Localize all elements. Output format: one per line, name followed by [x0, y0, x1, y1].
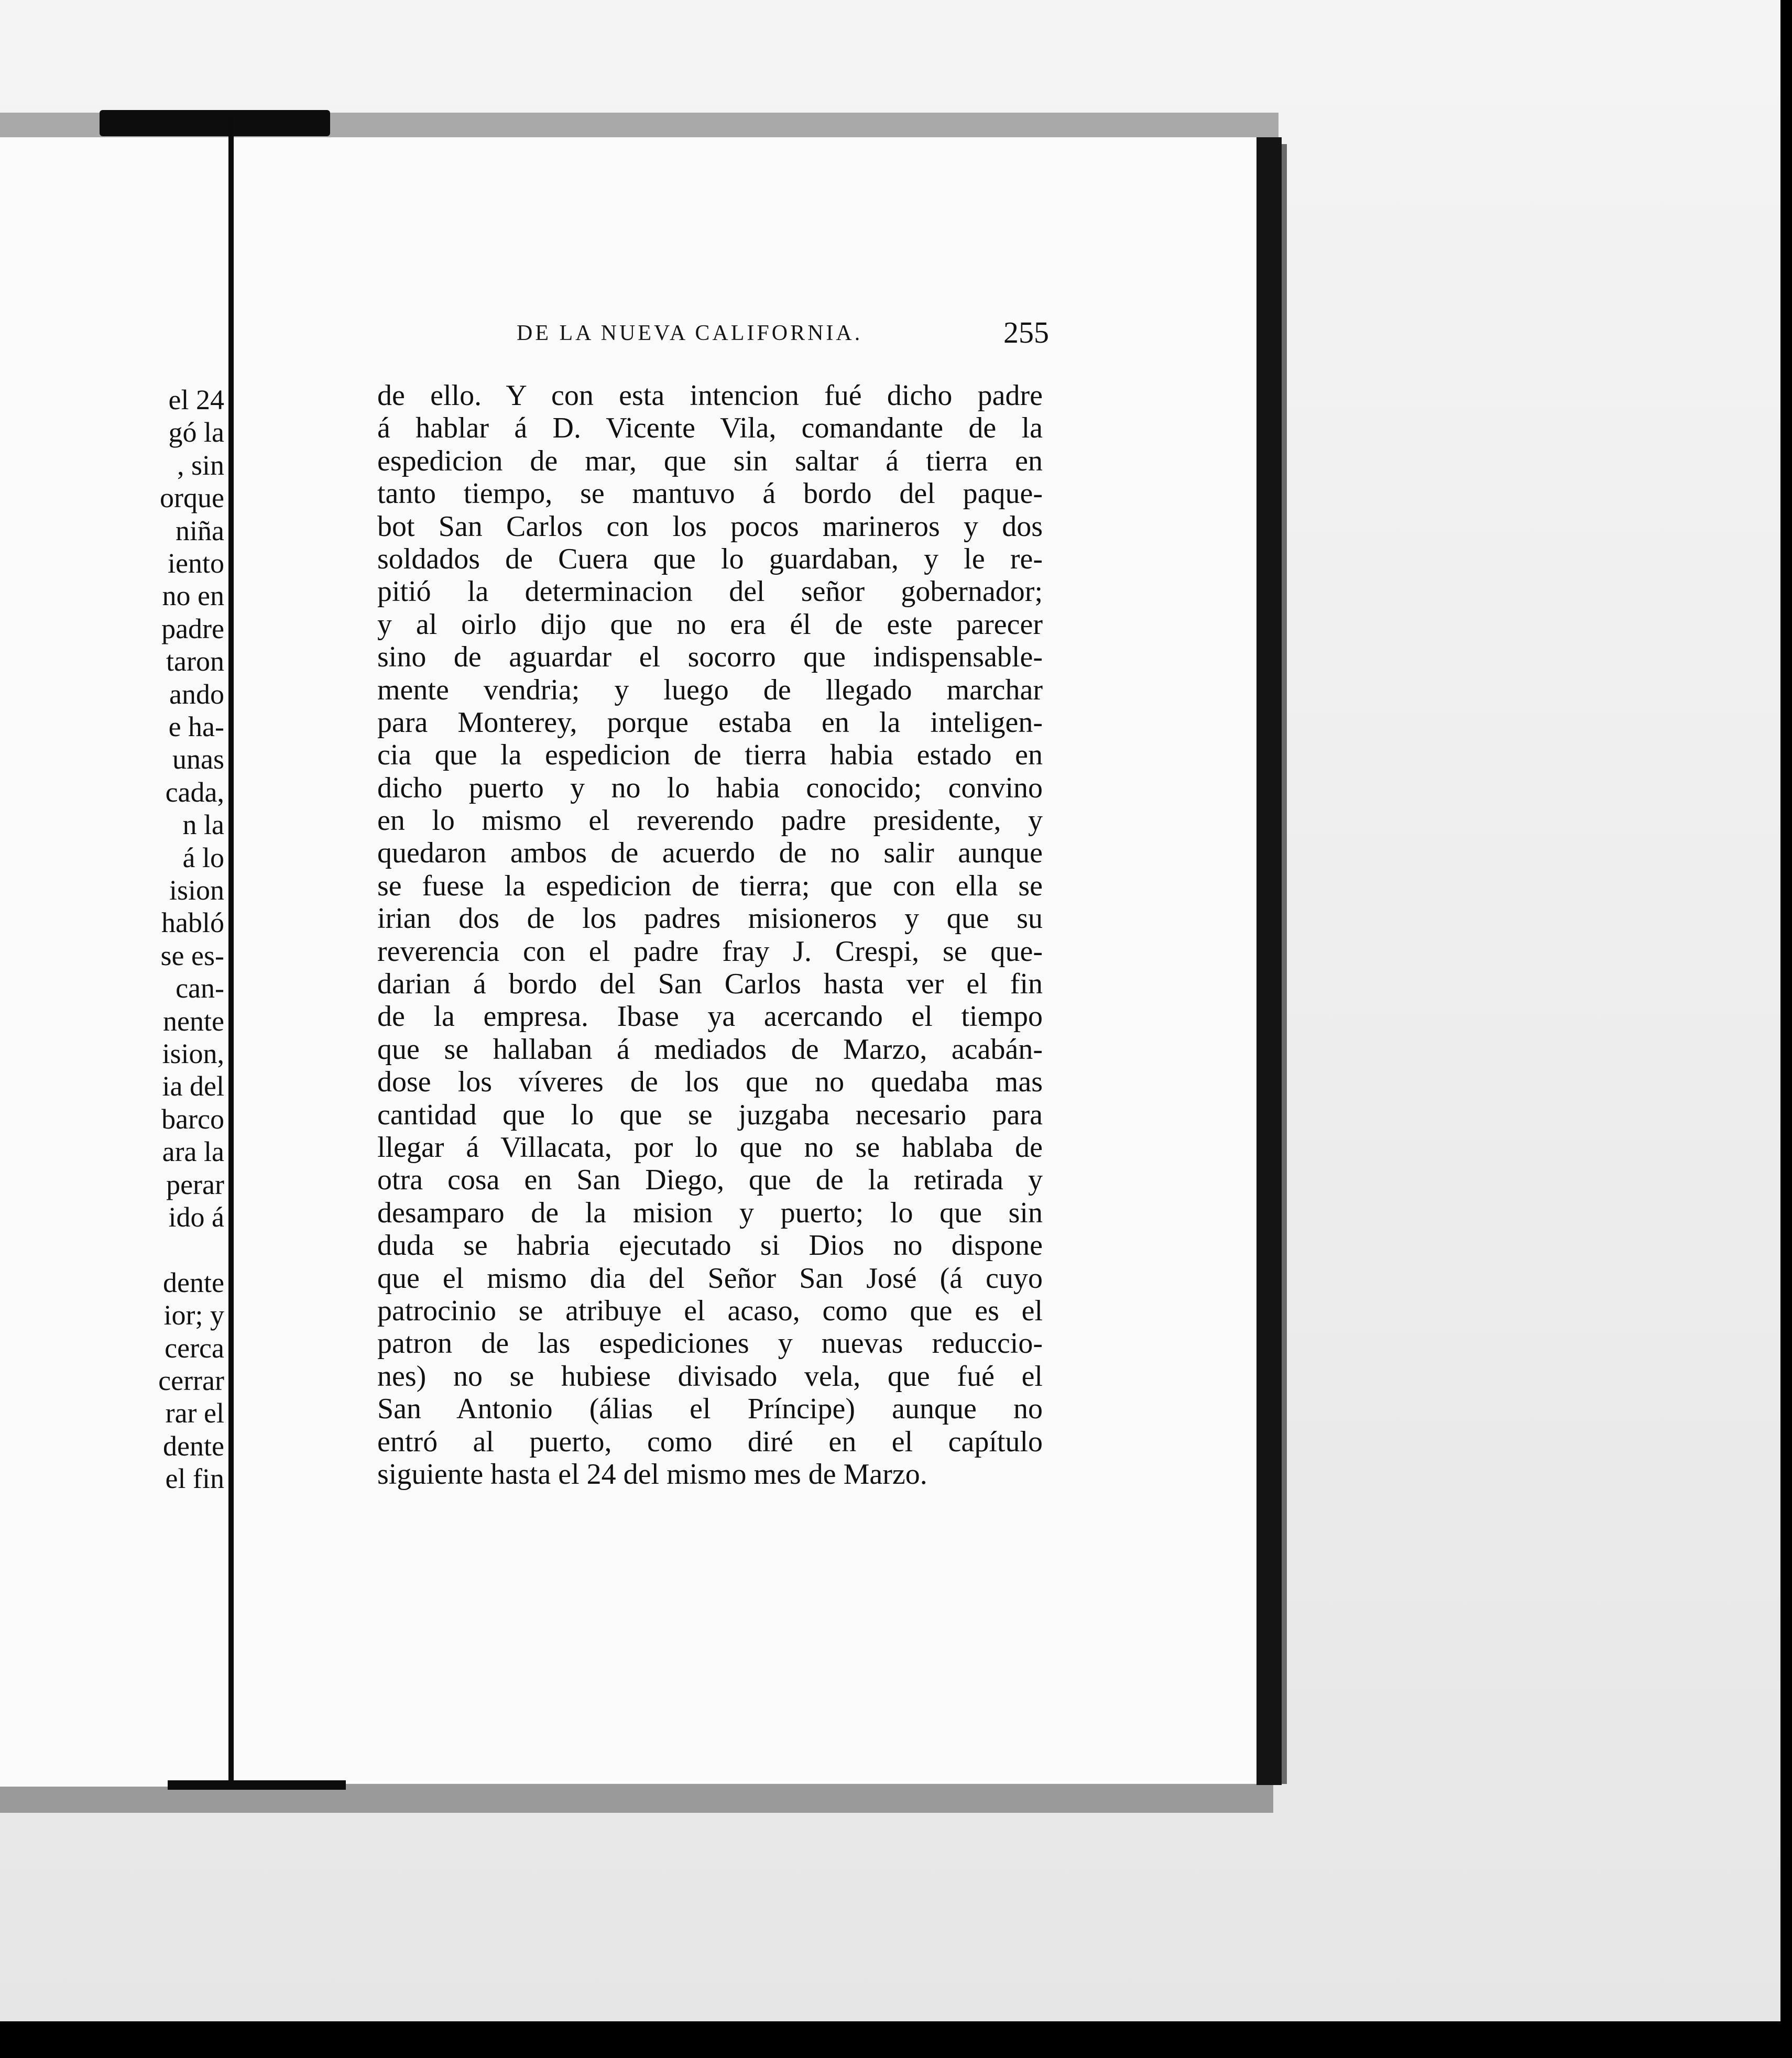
text-line: pitió la determinacion del señor gobernador;	[377, 575, 1043, 608]
text-line: irian dos de los padres misioneros y que su	[377, 902, 1043, 935]
text-line: entró al puerto, como diré en el capítulo	[377, 1425, 1043, 1458]
text-line: que se hallaban á mediados de Marzo, acabán-	[377, 1033, 1043, 1066]
text-line: de ello. Y con esta intencion fué dicho padre	[377, 379, 1043, 412]
left-page-fragment: á lo	[182, 841, 224, 873]
left-page-fragment: niña	[176, 514, 224, 546]
text-line: soldados de Cuera que lo guardaban, y le re-	[377, 542, 1043, 575]
left-page-fragment: taron	[166, 645, 224, 677]
left-page-fragment: iento	[168, 548, 224, 579]
text-line: quedaron ambos de acuerdo de no salir aunque	[377, 837, 1043, 870]
left-page-fragment: rar el	[165, 1397, 224, 1429]
left-page-fragment: , sin	[177, 449, 224, 481]
page-edge-inner	[1282, 144, 1287, 1784]
running-head: DE LA NUEVA CALIFORNIA.	[517, 321, 863, 345]
left-page-fragment: orque	[160, 482, 224, 514]
text-line: á hablar á D. Vicente Vila, comandante de la	[377, 412, 1043, 445]
left-page-fragment: e ha-	[168, 711, 224, 742]
left-page-fragment: el 24	[168, 384, 224, 415]
text-line: patrocinio se atribuye el acaso, como que es el	[377, 1294, 1043, 1327]
text-line: llegar á Villacata, por lo que no se hablaba de	[377, 1131, 1043, 1164]
left-page-fragment: padre	[161, 612, 224, 644]
text-line: sino de aguardar el socorro que indispensable-	[377, 641, 1043, 674]
text-line: de la empresa. Ibase ya acercando el tiempo	[377, 1000, 1043, 1033]
left-page-fragment: el fin	[165, 1463, 224, 1495]
left-page-fragment: ior; y	[163, 1299, 224, 1331]
text-line: otra cosa en San Diego, que de la retirada y	[377, 1164, 1043, 1197]
gutter-clip-bottom	[168, 1780, 346, 1790]
left-page-fragment: nente	[163, 1005, 224, 1037]
text-line: para Monterey, porque estaba en la inteligen-	[377, 706, 1043, 739]
left-page-fragment: habló	[161, 907, 224, 939]
left-page-fragment: cada,	[165, 776, 224, 808]
text-line: San Antonio (álias el Príncipe) aunque no	[377, 1393, 1043, 1426]
text-line: en lo mismo el reverendo padre presidente, y	[377, 804, 1043, 837]
left-page-fragment: dente	[163, 1430, 224, 1462]
text-line: tanto tiempo, se mantuvo á bordo del paque-	[377, 477, 1043, 510]
left-page-fragment: dente	[163, 1266, 224, 1298]
text-line: y al oirlo dijo que no era él de este parecer	[377, 608, 1043, 641]
left-page-fragment: se es-	[160, 939, 224, 971]
text-line: bot San Carlos con los pocos marineros y dos	[377, 510, 1043, 543]
text-line: duda se habria ejecutado si Dios no dispone	[377, 1229, 1043, 1262]
text-line: nes) no se hubiese divisado vela, que fué el	[377, 1360, 1043, 1393]
left-page-fragment: n la	[182, 809, 224, 841]
left-page-fragment: cerca	[165, 1332, 224, 1364]
left-page-fragment: ido á	[168, 1201, 224, 1233]
left-page-fragment: gó la	[168, 417, 224, 448]
left-page-fragment: perar	[166, 1168, 224, 1200]
page-number: 255	[1003, 315, 1049, 349]
scan-edge-right	[1780, 0, 1792, 2058]
left-page-fragment: cerrar	[158, 1365, 224, 1396]
left-page-fragment: no en	[162, 580, 224, 612]
left-page-fragment: can-	[176, 972, 224, 1004]
text-line: patron de las espediciones y nuevas reduccio-	[377, 1327, 1043, 1360]
left-page-fragment: unas	[172, 743, 224, 775]
gutter-rule	[228, 118, 234, 1787]
text-line: darian á bordo del San Carlos hasta ver el fin	[377, 968, 1043, 1001]
body-text	[377, 379, 1043, 1501]
left-page-fragment: ando	[169, 678, 224, 710]
gutter-clip-top	[100, 110, 330, 136]
text-line: cantidad que lo que se juzgaba necesario para	[377, 1098, 1043, 1131]
text-line: mente vendria; y luego de llegado marchar	[377, 673, 1043, 706]
text-line: dose los víveres de los que no quedaba mas	[377, 1066, 1043, 1099]
left-page-fragment: ision,	[162, 1038, 224, 1069]
text-line: cia que la espedicion de tierra habia estado en	[377, 739, 1043, 772]
text-line: espedicion de mar, que sin saltar á tierra en	[377, 444, 1043, 477]
text-line: siguiente hasta el 24 del mismo mes de Marzo.	[377, 1458, 927, 1491]
page-edge	[1256, 137, 1282, 1785]
scan-edge-bottom	[0, 2021, 1792, 2058]
left-page	[0, 137, 233, 1787]
text-line: que el mismo dia del Señor San José (á cuyo	[377, 1262, 1043, 1295]
left-page-fragment: ision	[169, 874, 224, 906]
left-page-fragment: barco	[161, 1103, 224, 1135]
text-line: dicho puerto y no lo habia conocido; convino	[377, 771, 1043, 804]
left-page-fragment: ara la	[162, 1136, 224, 1168]
text-line: se fuese la espedicion de tierra; que con ella se	[377, 869, 1043, 902]
text-line: reverencia con el padre fray J. Crespi, se que-	[377, 935, 1043, 968]
text-line: desamparo de la mision y puerto; lo que sin	[377, 1196, 1043, 1229]
left-page-fragment: ia del	[162, 1070, 224, 1102]
